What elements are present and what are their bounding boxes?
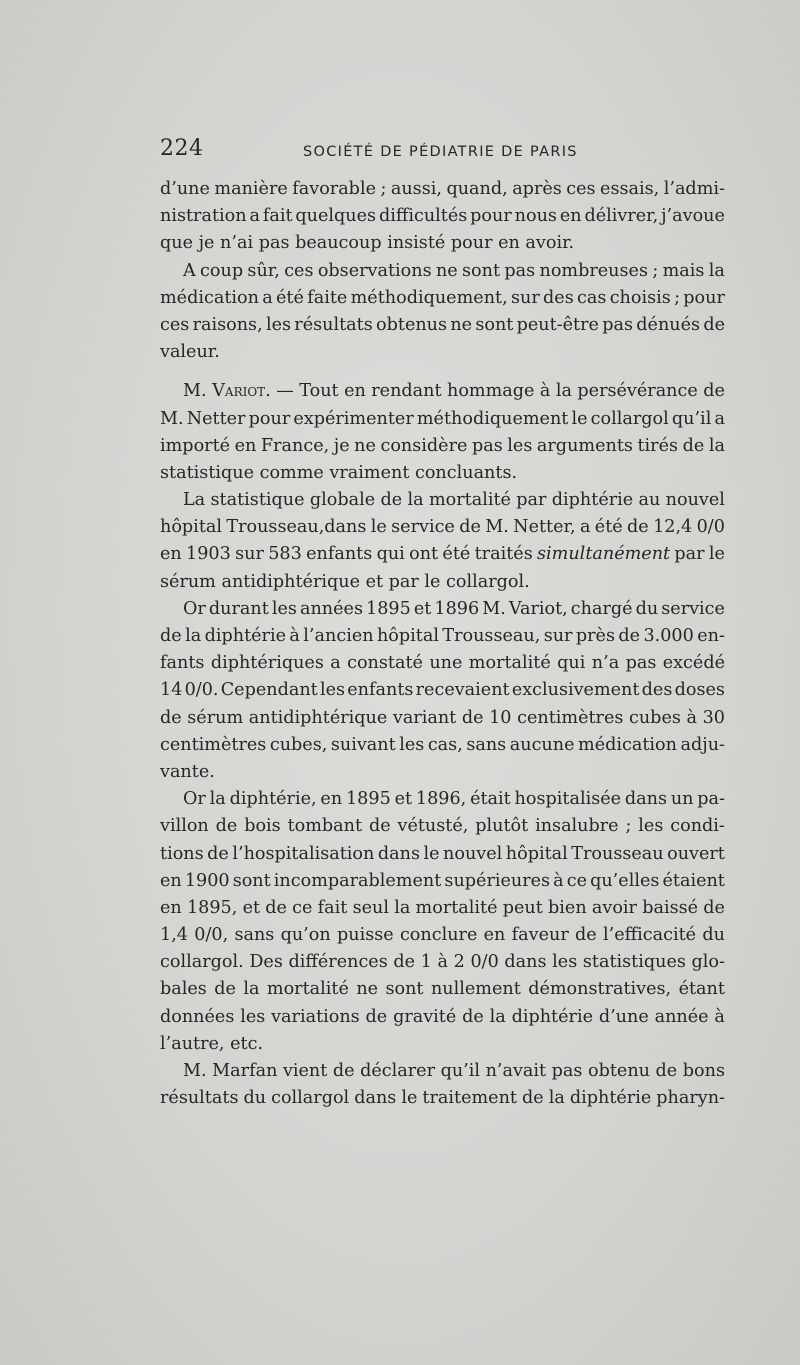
text-line: en 1903 sur 583 enfants qui ont été traités simultanément par le [160, 544, 725, 565]
text-line: en 1900 sont incomparablement supérieures à ce qu’elles étaient [160, 870, 725, 891]
text-line: statistique comme vraiment concluants. [160, 462, 518, 483]
text-line: l’autre, etc. [160, 1033, 264, 1054]
text-line: La statistique globale de la mortalité par diphtérie au nouvel [183, 490, 725, 511]
text-line: villon de bois tombant de vétusté, plutôt insalubre ; les condi- [160, 816, 725, 837]
page-header [160, 136, 725, 170]
text-line: vante. [160, 761, 215, 782]
text-line: importé en France, je ne considère pas les arguments tirés de la [160, 435, 725, 456]
text-line: Or durant les années 1895 et 1896 M. Variot, chargé du service [183, 598, 725, 619]
text-line: A coup sûr, ces observations ne sont pas nombreuses ; mais la [183, 260, 725, 281]
speaker-name: M. Variot. [183, 381, 271, 402]
text-line: M. Variot. — Tout en rendant hommage à la persévérance de [160, 378, 725, 405]
text-line: sérum antidiphtérique et par le collargol. [160, 571, 530, 592]
text-line: ces raisons, les résultats obtenus ne sont peut-être pas dénués de [160, 314, 725, 335]
body-text [160, 176, 725, 1112]
text-line: centimètres cubes, suivant les cas, sans aucune médication adju- [160, 734, 725, 755]
text-line: fants diphtériques a constaté une mortalité qui n’a pas excédé [160, 653, 725, 674]
text-line: collargol. Des différences de 1 à 2 0/0 dans les statistiques glo- [160, 952, 725, 973]
text-line: Or la diphtérie, en 1895 et 1896, était hospitalisée dans un pa- [183, 789, 725, 810]
text-line: tions de l’hospitalisation dans le nouvel hôpital Trousseau ouvert [160, 843, 725, 864]
text-line: que je n’ai pas beaucoup insisté pour en avoir. [160, 233, 575, 254]
text-line: valeur. [160, 342, 220, 363]
page-number: 224 [160, 136, 204, 161]
text-line: de la diphtérie à l’ancien hôpital Trousseau, sur près de 3.000 en- [160, 626, 725, 646]
text-line: nistration a fait quelques difficultés pour nous en délivrer, j’avoue [160, 206, 725, 227]
text-line: 1,4 0/0, sans qu’on puisse conclure en faveur de l’efficacité du [160, 925, 725, 946]
text-line: M. Marfan vient de déclarer qu’il n’avait pas obtenu de bons [183, 1061, 725, 1081]
text-line: de sérum antidiphtérique variant de 10 centimètres cubes à 30 [160, 707, 725, 728]
running-title: SOCIÉTÉ DE PÉDIATRIE DE PARIS [303, 144, 578, 160]
text-line: d’une manière favorable ; aussi, quand, après ces essais, l’admi- [160, 179, 725, 199]
text-line: 14 0/0. Cependant les enfants recevaient exclusivement des doses [160, 680, 725, 701]
text-line: bales de la mortalité ne sont nullement démonstratives, étant [160, 979, 725, 1000]
text-line: résultats du collargol dans le traitement de la diphtérie pharyn- [160, 1088, 725, 1109]
text-line: données les variations de gravité de la diphtérie d’une année à [160, 1006, 725, 1027]
text-line: hôpital Trousseau,dans le service de M. Netter, a été de 12,4 0/0 [160, 517, 725, 538]
text-line: M. Netter pour expérimenter méthodiquement le collargol qu’il a [160, 408, 725, 429]
text-line: en 1895, et de ce fait seul la mortalité peut bien avoir baissé de [160, 897, 725, 918]
text-line: médication a été faite méthodiquement, sur des cas choisis ; pour [160, 287, 725, 308]
